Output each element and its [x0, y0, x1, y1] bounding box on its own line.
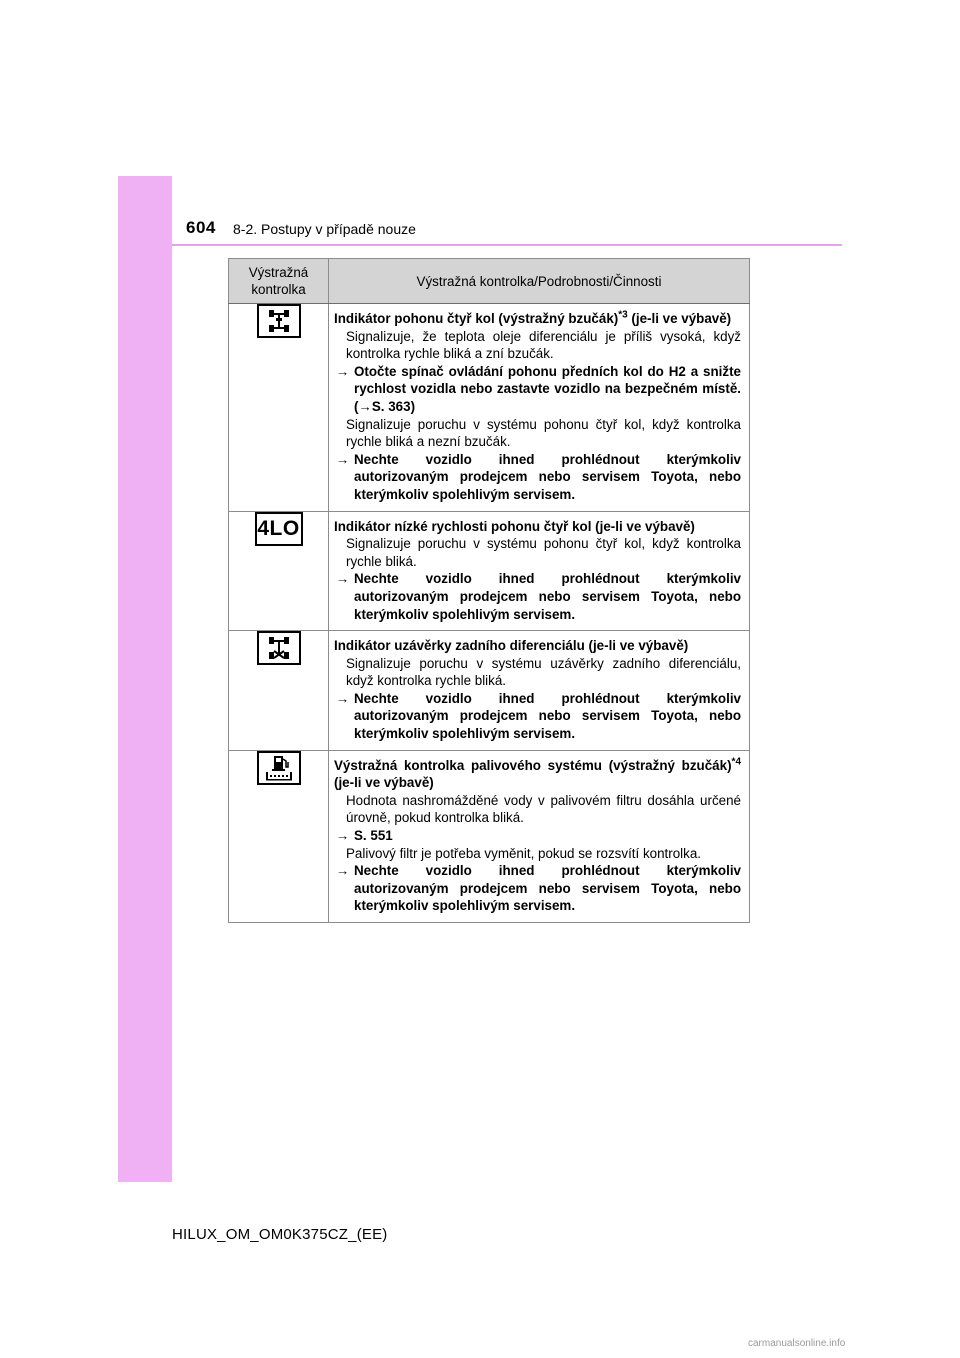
arrow-icon: →: [336, 863, 350, 879]
table-row: [229, 304, 750, 512]
header-rule: [172, 244, 842, 246]
page-reference: S. 551: [354, 828, 393, 844]
table-row: [229, 511, 750, 631]
description: Signalizuje poruchu v systému uzávěrky zadního diferenciálu, když kontrolka rychle bliká.: [346, 655, 741, 689]
row-title: Výstražná kontrolka palivového systému (výstražný bzučák)$^{*4}$ (je-li ve výbavě): [334, 756, 741, 791]
table-row: [229, 631, 750, 751]
arrow-icon: →: [336, 571, 350, 587]
document-id: HILUX_OM_OM0K375CZ_(EE): [172, 1226, 388, 1243]
details-cell: [329, 304, 750, 512]
arrow-icon: →: [336, 451, 350, 467]
section-title: 8-2. Postupy v případě nouze: [233, 221, 416, 237]
action-item: → Nechte vozidlo ihned prohlédnout kterýmkoliv autorizovaným prodejcem nebo servisem Toyota, nebo kterýmkoliv spolehlivým servisem.: [336, 863, 741, 914]
arrow-icon: →: [336, 690, 350, 706]
action-item: → Nechte vozidlo ihned prohlédnout kterýmkoliv autorizovaným prodejcem nebo servisem Toyota, nebo kterýmkoliv spolehlivým servisem.: [336, 690, 741, 742]
fuel-filter-icon: [257, 751, 301, 785]
column-header-details: Výstražná kontrolka/Podrobnosti/Činnosti: [329, 259, 750, 304]
details-cell: [329, 511, 750, 631]
details-cell: [329, 631, 750, 751]
page-reference: S. 363): [371, 398, 416, 414]
warning-light-table: [228, 258, 750, 923]
description: Signalizuje poruchu v systému pohonu čtyř kol, když kontrolka rychle bliká.: [346, 536, 741, 569]
table-header-row: [229, 259, 750, 304]
details-cell: [329, 750, 750, 922]
action-item: → Nechte vozidlo ihned prohlédnout kterýmkoliv autorizovaným prodejcem nebo servisem Toyota, nebo kterýmkoliv spolehlivým servisem.: [336, 571, 741, 622]
column-header-icon: Výstražná kontrolka: [229, 259, 329, 304]
four-wheel-drive-icon: [257, 304, 301, 338]
arrow-icon: →: [336, 828, 350, 844]
description: Signalizuje, že teplota oleje diferenciálu je příliš vysoká, když kontrolka rychle bliká a zní bzučák.: [346, 328, 741, 362]
page-number: 604: [186, 218, 216, 237]
action-item: [334, 827, 741, 845]
icon-cell: [229, 750, 329, 922]
action-item: → Otočte spínač ovládání pohonu předních kol do H2 a snižte rychlost vozidla nebo zastavte vozidlo na bezpečném místě. (→S. 363): [336, 363, 741, 414]
watermark: carmanualsonline.info: [748, 1338, 846, 1349]
action-item: → Nechte vozidlo ihned prohlédnout kterýmkoliv autorizovaným prodejcem nebo servisem Toyota, nebo kterýmkoliv spolehlivým servisem.: [336, 451, 741, 502]
row-title: Indikátor nízké rychlosti pohonu čtyř kol (je-li ve výbavě): [334, 518, 695, 534]
description: Signalizuje poruchu v systému pohonu čtyř kol, když kontrolka rychle bliká a nezní bzučák.: [346, 416, 741, 450]
icon-cell: [229, 511, 329, 631]
description: Hodnota nashromážděné vody v palivovém filtru dosáhla určené úrovně, pokud kontrolka bliká.: [346, 792, 741, 826]
icon-cell: [229, 304, 329, 512]
chapter-sidebar: [118, 176, 172, 1182]
row-title: Indikátor pohonu čtyř kol (výstražný bzučák)$^{*3}$ (je-li ve výbavě): [334, 309, 732, 326]
table-row: [229, 750, 750, 922]
icon-cell: [229, 631, 329, 751]
row-title: Indikátor uzávěrky zadního diferenciálu (je-li ve výbavě): [334, 638, 689, 654]
arrow-icon: →: [336, 363, 350, 379]
four-lo-icon: 4LO: [255, 512, 303, 546]
rear-differential-lock-icon: [257, 631, 301, 665]
description: Palivový filtr je potřeba vyměnit, pokud se rozsvítí kontrolka.: [346, 845, 702, 861]
